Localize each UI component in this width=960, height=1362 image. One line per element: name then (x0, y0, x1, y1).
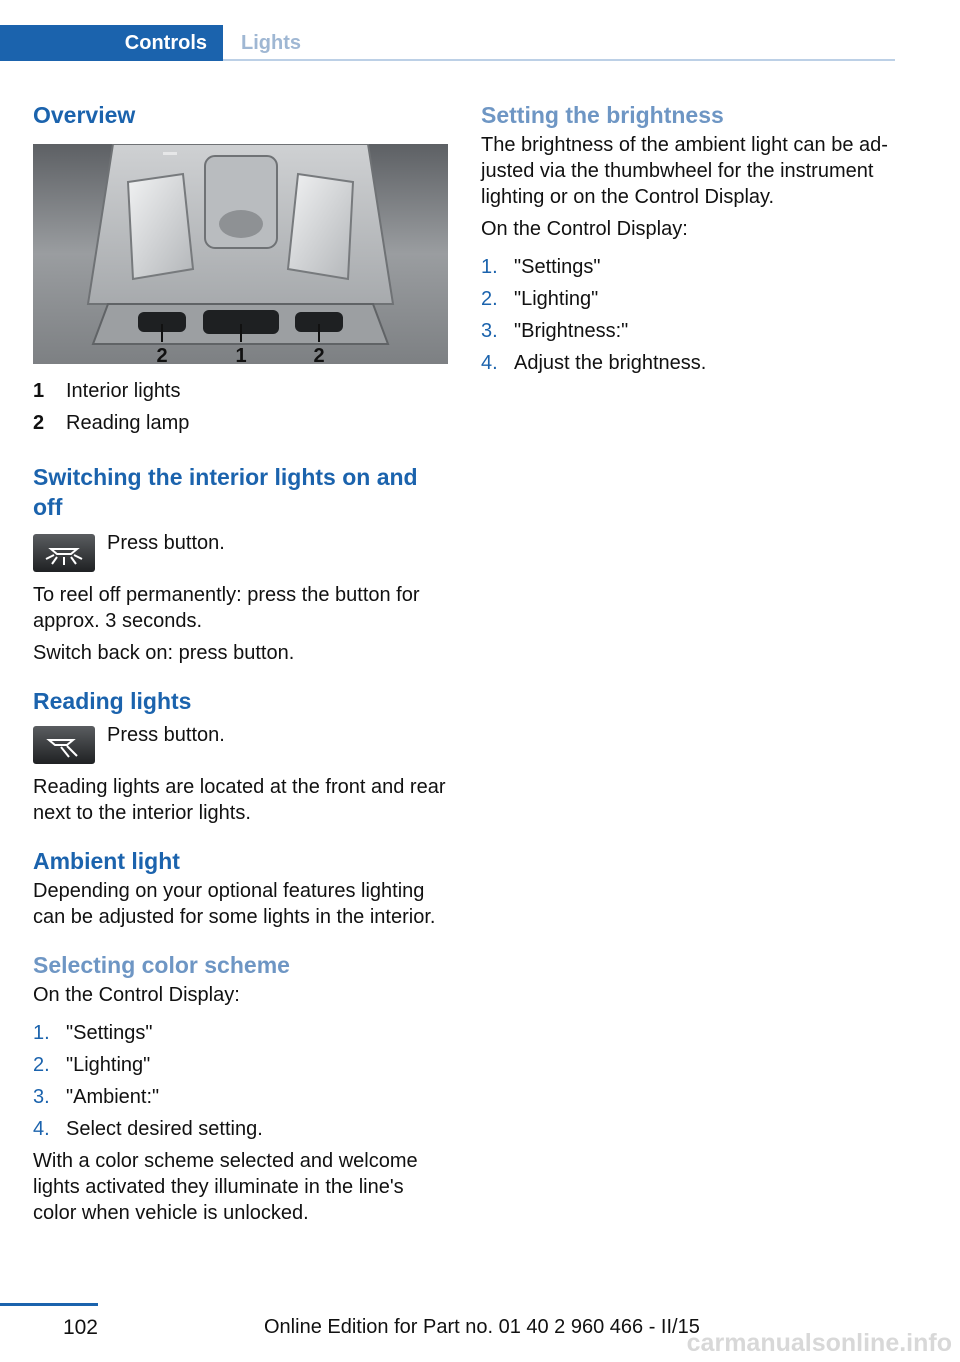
step-text: "Brightness:" (514, 320, 629, 342)
watermark: carmanualsonline.info (686, 1329, 952, 1357)
section-tab-lights: Lights (241, 32, 301, 54)
step-number: 2. (481, 288, 498, 310)
header-rule (223, 59, 895, 61)
list-item (481, 254, 896, 286)
step-number: 2. (33, 1054, 50, 1076)
right-column (481, 100, 896, 382)
reading-lights-location-text: Reading lights are located at the front and rear next to the interior lights. (33, 776, 446, 824)
step-text: Select desired setting. (66, 1118, 263, 1140)
step-text: "Lighting" (514, 288, 599, 310)
legend-item (33, 410, 448, 442)
legend-text: Interior lights (66, 380, 181, 402)
list-item (33, 1020, 448, 1052)
left-column (33, 100, 448, 1226)
reading-press-button-text: Press button. (107, 724, 225, 746)
step-number: 1. (481, 256, 498, 278)
step-number: 4. (481, 352, 498, 374)
overhead-console-figure (33, 144, 448, 364)
footer-rule (0, 1303, 98, 1306)
interior-lights-section (33, 530, 448, 666)
brightness-intro: On the Control Display: (481, 218, 688, 240)
figure-callout-left: 2 (156, 345, 168, 364)
color-scheme-note: With a color scheme selected and welcome lights activated they illuminate in the line's color when vehicle is unlocked. (33, 1150, 418, 1224)
legend-number: 2 (33, 412, 45, 434)
step-number: 4. (33, 1118, 50, 1140)
figure-callout-center: 1 (235, 345, 247, 364)
legend-number: 1 (33, 380, 45, 402)
brightness-steps (481, 254, 896, 382)
section-tab-controls: Controls (0, 25, 223, 61)
step-text: "Lighting" (66, 1054, 151, 1076)
interior-light-button-icon (33, 534, 95, 572)
list-item (33, 1084, 448, 1116)
overview-heading: Overview (33, 102, 136, 128)
step-text: Adjust the brightness. (514, 352, 707, 374)
ambient-light-heading: Ambient light (33, 848, 180, 874)
interior-permanent-off-text: To reel off permanently: press the button for approx. 3 seconds. (33, 584, 420, 632)
step-text: "Settings" (66, 1022, 153, 1044)
list-item (481, 286, 896, 318)
list-item (481, 350, 896, 382)
list-item (33, 1116, 448, 1148)
reading-lights-section (33, 722, 448, 826)
reading-lights-heading: Reading lights (33, 688, 192, 714)
color-scheme-intro: On the Control Display: (33, 984, 240, 1006)
step-number: 3. (33, 1086, 50, 1108)
page-header (0, 25, 895, 61)
legend-text: Reading lamp (66, 412, 190, 434)
legend-item (33, 378, 448, 410)
interior-switch-back-text: Switch back on: press button. (33, 642, 295, 664)
step-number: 1. (33, 1022, 50, 1044)
edition-footer: Online Edition for Part no. 01 40 2 960 466 - II/15 (264, 1316, 700, 1338)
color-scheme-steps (33, 1020, 448, 1148)
brightness-heading: Setting the brightness (481, 102, 724, 128)
figure-callout-right: 2 (313, 345, 325, 364)
list-item (33, 1052, 448, 1084)
ambient-light-text: Depending on your optional features lighting can be adjusted for some lights in the interior. (33, 880, 436, 928)
overhead-console-illustration (33, 144, 448, 364)
page-number: 102 (62, 1316, 98, 1339)
interior-lights-heading: Switching the interior lights on and off (33, 464, 418, 520)
figure-legend (33, 378, 448, 442)
reading-light-button-icon (33, 726, 95, 764)
list-item (481, 318, 896, 350)
color-scheme-heading: Selecting color scheme (33, 952, 290, 978)
step-text: "Settings" (514, 256, 601, 278)
brightness-text: The brightness of the ambient light can be ad‐justed via the thumbwheel for the instrument lighting or on the Control Display. (481, 134, 888, 208)
interior-press-button-text: Press button. (107, 532, 225, 554)
step-text: "Ambient:" (66, 1086, 160, 1108)
step-number: 3. (481, 320, 498, 342)
